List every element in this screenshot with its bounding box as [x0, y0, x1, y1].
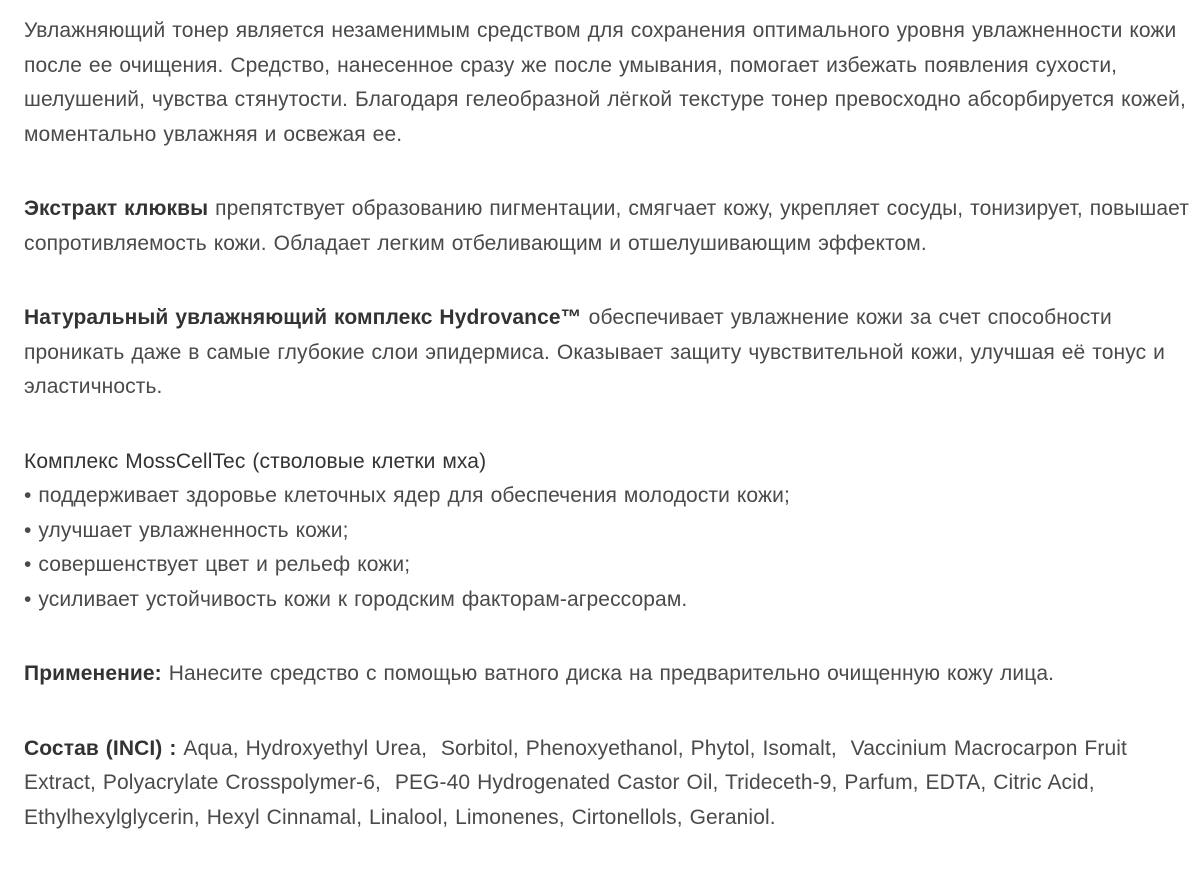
list-item: • усиливает устойчивость кожи к городским факторам-агрессорам. — [24, 587, 688, 611]
cranberry-paragraph — [24, 192, 1200, 261]
usage-text: Нанесите средство с помощью ватного диска на предварительно очищенную кожу лица. — [161, 662, 1055, 685]
composition-text: Aqua, Hydroxyethyl Urea, Sorbitol, Phenoxyethanol, Phytol, Isomalt, Vaccinium Macrocarpon Fruit Extract, Polyacrylate Crosspolymer-6, PEG-40 Hydrogenated Castor Oil, Trideceth-9, Parfum, EDTA, Citric Acid, Ethylhexylglycerin, Hexyl Cinnamal, Linalool, Limonenes, Cirtonellols, Geraniol. — [24, 736, 1134, 829]
composition-title: Состав (INCI) : — [24, 736, 177, 760]
usage-paragraph — [24, 657, 1200, 692]
list-item: • улучшает увлажненность кожи; — [24, 518, 349, 542]
cranberry-title: Экстракт клюквы — [24, 197, 209, 220]
hydrovance-paragraph — [24, 301, 1200, 405]
hydrovance-text: обеспечивает увлажнение кожи за счет способности проникать даже в самые глубокие слои эпидермиса. Оказывает защиту чувствительной кожи, улучшая её тонус и эластичность. — [24, 306, 1172, 398]
intro-paragraph: Увлажняющий тонер является незаменимым средством для сохранения оптимального уровня увлажненности кожи после ее очищения. Средство, нанесенное сразу же после умывания, помогает избежать появления сухости, шелушений, чувства стянутости. Благодаря гелеобразной лёгкой текстуре тонер превосходно абсорбируется кожей, моментально увлажняя и освежая ее. — [24, 19, 1186, 146]
usage-title: Применение: — [24, 662, 162, 685]
mosscelltec-section — [24, 445, 1200, 618]
mosscelltec-title: Комплекс MossCellTec (стволовые клетки мха) — [24, 449, 487, 473]
cranberry-text: препятствует образованию пигментации, смягчает кожу, укрепляет сосуды, тонизирует, повышает сопротивляемость кожи. Обладает легким отбеливающим и отшелушивающим эффектом. — [24, 197, 1189, 255]
composition-paragraph — [24, 732, 1200, 836]
hydrovance-title: Натуральный увлажняющий комплекс Hydrovance™ — [24, 306, 582, 329]
list-item: • совершенствует цвет и рельеф кожи; — [24, 553, 411, 576]
list-item: • поддерживает здоровье клеточных ядер для обеспечения молодости кожи; — [24, 484, 790, 507]
